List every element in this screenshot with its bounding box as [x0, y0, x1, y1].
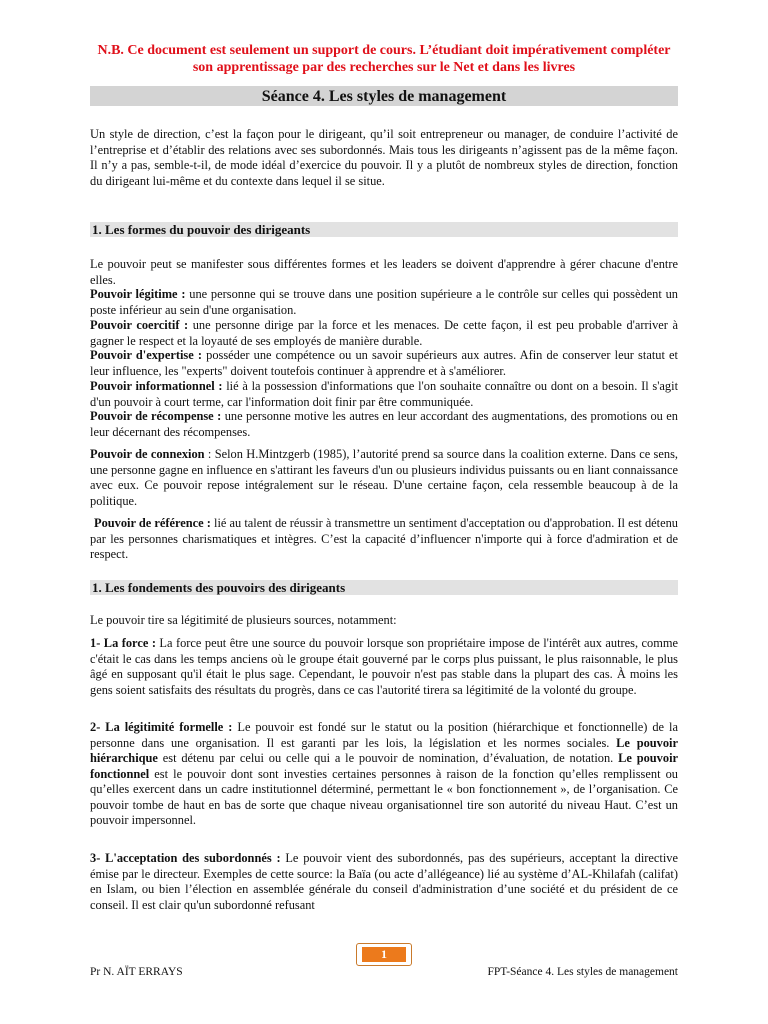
- foundation-acceptation: [90, 851, 678, 913]
- power-item-connexion: [90, 447, 678, 509]
- definition: Le pouvoir est fondé sur le statut ou la position (hiérarchique et fonctionnelle) de la personne dans une organisation. Il est garanti par les lois, la législation et les normes sociales.: [90, 720, 678, 750]
- definition: posséder une compétence ou un savoir supérieurs aux autres. Afin de conserver leur statut et leur influence, les "experts" doivent toutefois continuer à apprendre et à s'améliorer.: [90, 348, 678, 378]
- power-item-recompense: [90, 409, 678, 440]
- term: Pouvoir de connexion: [90, 447, 205, 461]
- section1-lead: Le pouvoir peut se manifester sous différentes formes et les leaders se doivent d'apprendre à gérer chacune d'entre elles.: [90, 257, 678, 287]
- power-item-coercitif: [90, 318, 678, 349]
- definition: La force peut être une source du pouvoir lorsque son propriétaire impose de l'intérêt aux autres, comme c'était le cas dans les temps anciens où le groupe était gouverné par le corps plus puissant, le plus raisonnable, le plus âgé en supposant qu'il était le plus sage. Cependant, le pouvoir n'est pas stable dans la plupart des cas. À moins les gens soient satisfaits des résultats du progrès, dans ce cas l'autorité tirera sa légitimité de la volonté du groupe.: [90, 636, 679, 697]
- power-item-informationnel: [90, 379, 678, 410]
- page-number-badge: [356, 943, 412, 966]
- definition: une personne motive les autres en leur accordant des augmentations, des promotions ou en leur décernant des récompenses.: [90, 409, 678, 439]
- page-number: 1: [362, 947, 406, 962]
- term: Pouvoir légitime :: [90, 287, 186, 301]
- footer-author: Pr N. AÏT ERRAYS: [90, 966, 183, 978]
- disclaimer-notice: N.B. Ce document est seulement un support de cours. L’étudiant doit impérativement compléter son apprentissage par des recherches sur le Net et dans les livres: [97, 43, 671, 75]
- power-item-reference: [90, 516, 678, 563]
- footer-course: FPT-Séance 4. Les styles de management: [487, 966, 678, 978]
- definition: Le pouvoir vient des subordonnés, pas des supérieurs, acceptant la directive émise par le directeur. Exemples de cette source: la Baïa (ou acte d’allégeance) lié au système d’AL-Khilafah (califat) en Islam, ou bien l’élection en assemblée générale du conseil d'administration d’une société et du président de ce conseil. Il est clair qu'un subordonné refusant: [90, 851, 679, 912]
- term: Pouvoir informationnel :: [90, 379, 223, 393]
- power-item-expertise: [90, 348, 678, 379]
- term: 2- La légitimité formelle :: [90, 720, 233, 734]
- term-hierarchique: Le pouvoir hiérarchique: [90, 735, 678, 765]
- term: Pouvoir coercitif :: [90, 318, 189, 332]
- definition: lié au talent de réussir à transmettre un sentiment d'acceptation ou d'approbation. Il est détenu par les personnes charismatiques et intègres. C’est la capacité d’influencer n'importe qui à force d'admiration et de respect.: [90, 516, 678, 561]
- section-heading-formes: 1. Les formes du pouvoir des dirigeants: [90, 222, 678, 237]
- power-item-legitime: [90, 287, 678, 318]
- definition: est détenu par celui ou celle qui a le pouvoir de nomination, d’évaluation, de notation.: [157, 751, 619, 765]
- term-fonctionnel: Le pouvoir fonctionnel: [90, 751, 679, 781]
- foundation-legitimite-formelle: [90, 720, 678, 829]
- definition: une personne qui se trouve dans une position supérieure a le contrôle sur celles qui possèdent un poste inférieur au sein d'une organisation.: [90, 287, 678, 317]
- page-title: Séance 4. Les styles de management: [90, 86, 678, 106]
- term: Pouvoir de récompense :: [90, 409, 222, 423]
- definition: lié à la possession d'informations que l'on souhaite connaître ou dont on a besoin. Il s'agit d'un pouvoir à court terme, car l'information doit finir par être communiquée.: [90, 379, 679, 409]
- foundation-force: [90, 636, 678, 698]
- intro-paragraph: Un style de direction, c’est la façon pour le dirigeant, qu’il soit entrepreneur ou manager, de conduire l’activité de l’entreprise et d’établir des relations avec ses subordonnés. Mais tous les dirigeants n’agissent pas de la même façon. Il n’y a pas, semble-t-il, de mode idéal d’exercice du pouvoir. Il y a plutôt de nombreux styles de direction, fonction du dirigeant lui-même et du contexte dans lequel il se situe.: [90, 127, 678, 188]
- definition: : Selon H.Mintzgerb (1985), l’autorité prend sa source dans la coalition externe. Dans ce sens, une personne gagne en influence en s'attirant les faveurs d'un ou plusieurs individus puissants ou en liant connaissance avec eux. Ce pouvoir repose intégralement sur le réseau. D'une certaine façon, cela ressemble beaucoup à de la politique.: [90, 447, 678, 508]
- definition: une personne dirige par la force et les menaces. De cette façon, il est peu probable d'arriver à gagner le respect et la loyauté de ses employés de manière durable.: [90, 318, 678, 348]
- section-heading-fondements: 1. Les fondements des pouvoirs des dirigeants: [90, 580, 678, 595]
- term: Pouvoir de référence :: [94, 516, 211, 530]
- term: Pouvoir d'expertise :: [90, 348, 202, 362]
- definition: est le pouvoir dont sont investies certaines personnes à raison de la fonction qu’elles remplissent ou qu’elles exercent dans un cadre institutionnel déterminé, permettant le « bon fonctionnement », de l’organisation. Ce pouvoir tombe de haut en bas de sorte que chaque niveau organisationnel tire son autorité du niveau Haut. C’est un pouvoir impersonnel.: [90, 766, 678, 827]
- section2-lead: Le pouvoir tire sa légitimité de plusieurs sources, notamment:: [90, 613, 397, 627]
- term: 1- La force :: [90, 636, 156, 650]
- term: 3- L'acceptation des subordonnés :: [90, 851, 281, 865]
